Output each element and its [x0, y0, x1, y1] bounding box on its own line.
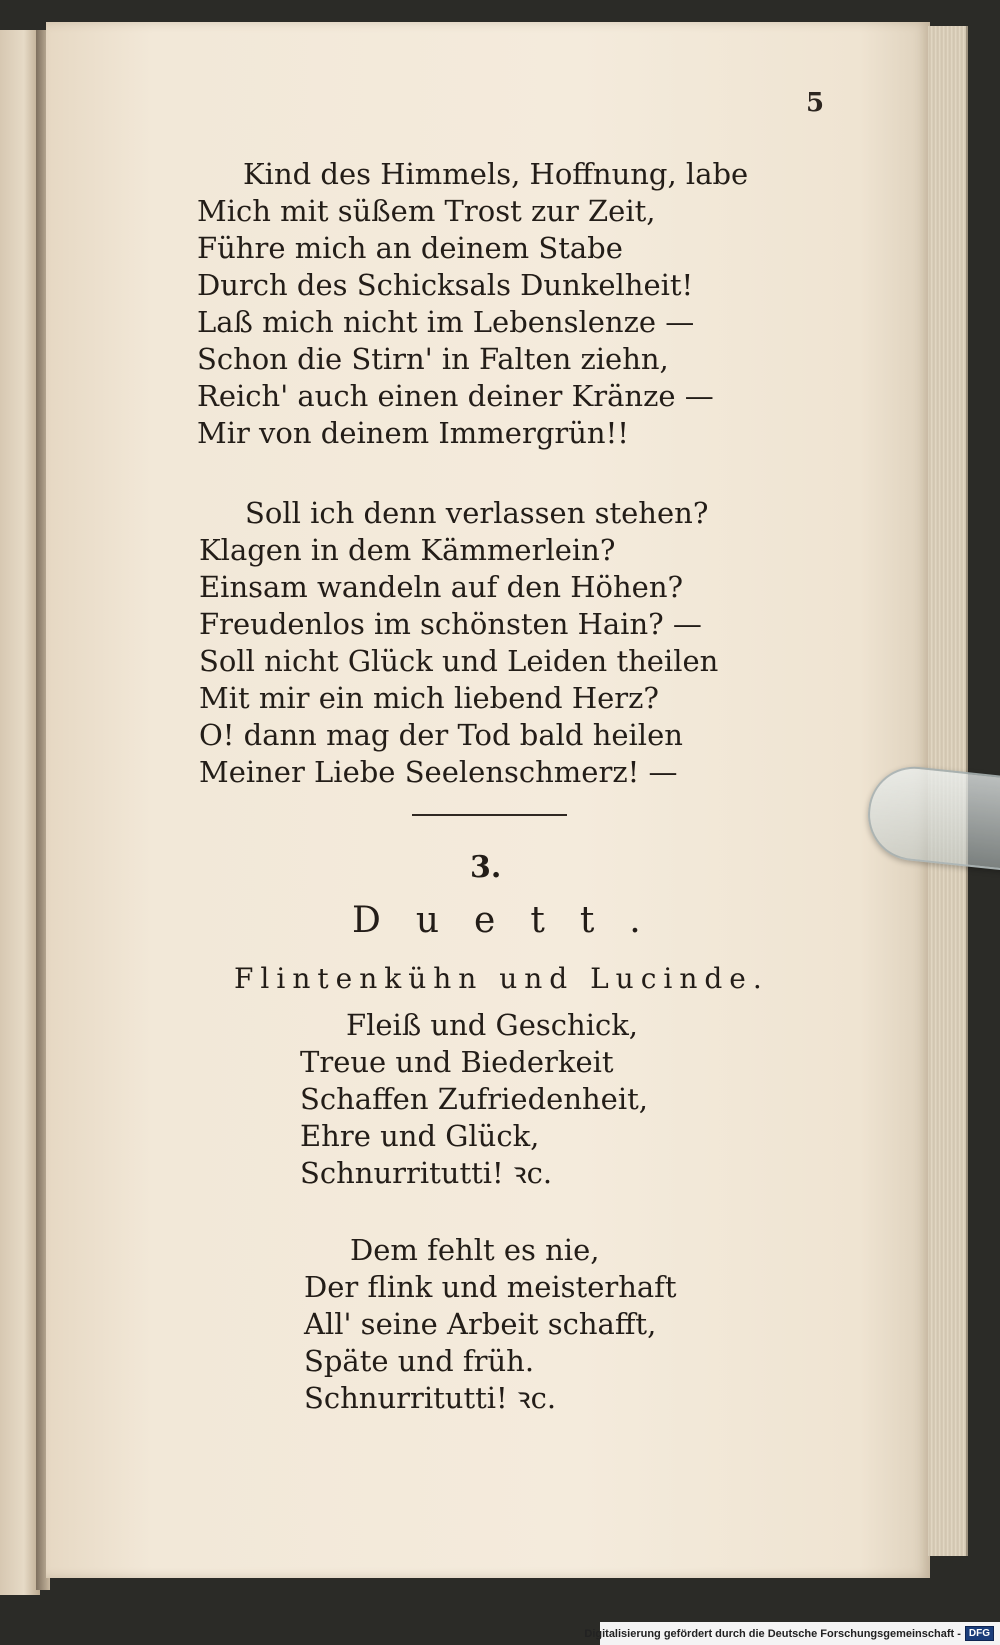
section-divider	[412, 814, 567, 816]
verse-line: Einsam wandeln auf den Höhen?	[199, 570, 684, 604]
verse-line: Späte und früh.	[304, 1344, 535, 1378]
verse-line: Klagen in dem Kämmerlein?	[199, 533, 616, 567]
verse-line: Soll nicht Glück und Leiden theilen	[199, 644, 719, 678]
digitization-credit	[584, 1622, 1000, 1645]
page-number: 5	[806, 88, 825, 118]
verse-line: Freudenlos im schönsten Hain? —	[199, 607, 702, 641]
verse-line: Meiner Liebe Seelenschmerz! —	[199, 755, 678, 789]
verse-line: Treue und Biederkeit	[300, 1045, 614, 1079]
stanza-4	[304, 1232, 677, 1417]
verse-line: Ehre und Glück,	[300, 1119, 540, 1153]
dfg-logo: DFG	[965, 1626, 994, 1641]
stanza-2	[199, 495, 718, 791]
verse-line: Kind des Himmels, Hoffnung, labe	[243, 157, 749, 191]
left-page-edge	[0, 30, 40, 1595]
stanza-1	[197, 156, 748, 452]
verse-line: Durch des Schicksals Dunkelheit!	[197, 268, 694, 302]
characters-heading: Flintenkühn und Lucinde.	[234, 962, 769, 995]
verse-line: Laß mich nicht im Lebenslenze —	[197, 305, 695, 339]
verse-line: Mir von deinem Immergrün!!	[197, 416, 629, 450]
verse-line: Der flink und meisterhaft	[304, 1270, 677, 1304]
verse-line: O! dann mag der Tod bald heilen	[199, 718, 683, 752]
verse-line: Mit mir ein mich liebend Herz?	[199, 681, 659, 715]
verse-line: Dem fehlt es nie,	[350, 1233, 600, 1267]
section-title: Duett.	[352, 900, 676, 941]
verse-line: Fleiß und Geschick,	[346, 1008, 638, 1042]
verse-line: Reich' auch einen deiner Kränze —	[197, 379, 714, 413]
verse-line: Schaffen Zufriedenheit,	[300, 1082, 648, 1116]
verse-line: Schnurritutti! ꝛc.	[300, 1156, 553, 1190]
verse-line: Schon die Stirn' in Falten ziehn,	[197, 342, 669, 376]
verse-line: Soll ich denn verlassen stehen?	[245, 496, 709, 530]
verse-line: Schnurritutti! ꝛc.	[304, 1381, 557, 1415]
verse-line: Mich mit süßem Trost zur Zeit,	[197, 194, 656, 228]
verse-line: Führe mich an deinem Stabe	[197, 231, 623, 265]
verse-line: All' seine Arbeit schafft,	[304, 1307, 657, 1341]
stanza-3	[300, 1007, 648, 1192]
section-number: 3.	[470, 850, 502, 885]
credit-text: Digitalisierung gefördert durch die Deutsche Forschungsgemeinschaft -	[584, 1627, 961, 1640]
